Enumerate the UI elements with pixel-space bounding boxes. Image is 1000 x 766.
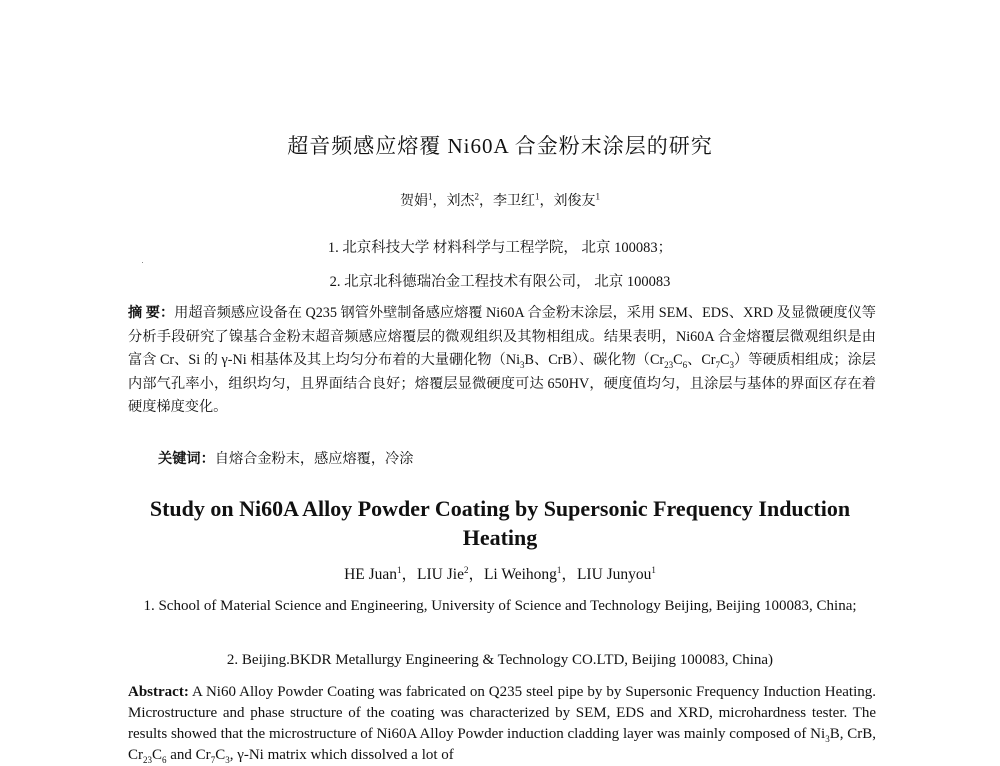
author-affiliation-mark: 2 — [474, 191, 479, 202]
english-authors — [0, 562, 1000, 584]
author-affiliation-mark: 1 — [651, 564, 656, 575]
author-separator: ， — [401, 566, 418, 583]
chinese-author: 刘俊友 — [553, 194, 596, 209]
author-affiliation-mark: 1 — [397, 564, 402, 575]
subscript: 3 — [520, 359, 525, 370]
subscript: 23 — [664, 359, 674, 370]
author-separator: ， — [432, 194, 447, 209]
author-affiliation-mark: 1 — [535, 191, 540, 202]
english-abstract — [128, 682, 876, 766]
english-author: HE Juan — [344, 566, 398, 583]
author-separator: ， — [561, 566, 577, 583]
english-abstract-label: Abstract: — [128, 684, 189, 700]
chinese-author: 李卫红 — [493, 194, 535, 209]
chinese-affiliation-1: 1. 北京科技大学 材料科学与工程学院， 北京 100083； — [327, 240, 673, 256]
abstract-text: C — [720, 352, 730, 368]
abstract-text: A Ni60 Alloy Powder Coating was fabricated on Q235 steel pipe by by Supersonic Frequency Induction Heating. Microstructure and phase structure of the coating was characterized by SEM, EDS and XRD, microhardness tester. The results showed that the microstructure of Ni60A Alloy Powder induction cladding layer was mainly composed of Ni — [128, 684, 876, 742]
chinese-author: 刘杰 — [446, 194, 475, 209]
chinese-abstract — [128, 302, 876, 420]
english-author: Li Weihong — [483, 566, 557, 583]
author-affiliation-mark: 1 — [556, 564, 562, 575]
chinese-authors — [0, 190, 1000, 210]
author-affiliation-mark: 2 — [463, 564, 469, 575]
author-affiliation-mark: 1 — [428, 191, 433, 202]
chinese-keywords — [158, 448, 413, 468]
abstract-text: , γ-Ni matrix which dissolved a lot of — [229, 747, 454, 763]
subscript: 6 — [682, 359, 688, 370]
abstract-text: C — [673, 352, 683, 368]
abstract-text: and Cr — [166, 747, 211, 763]
keywords-label: 关键词： — [158, 451, 215, 467]
author-separator: ， — [468, 566, 484, 583]
english-author: LIU Jie — [417, 566, 464, 583]
abstract-text: C — [215, 747, 226, 763]
chinese-abstract-label: 摘 要： — [128, 305, 175, 321]
subscript: 7 — [210, 755, 216, 765]
author-separator: ， — [479, 194, 493, 209]
author-affiliation-mark: 1 — [595, 191, 600, 202]
subscript: 7 — [715, 359, 721, 370]
english-affiliation-2: 2. Beijing.BKDR Metallurgy Engineering & Technology CO.LTD, Beijing 100083, China) — [226, 652, 774, 668]
subscript: 23 — [143, 755, 152, 765]
abstract-text: ）等硬质相组成；涂层内部气孔率小，组织均匀，且界面结合良好；熔覆层显微硬度可达 650HV，硬度值均匀，且涂层与基体的界面区存在着硬度梯度变化。 — [128, 352, 876, 415]
abstract-text: C — [152, 747, 163, 763]
subscript: 3 — [729, 359, 734, 370]
english-author: LIU Junyou — [576, 566, 652, 583]
scan-speck — [142, 262, 143, 263]
subscript: 3 — [225, 755, 230, 765]
chinese-author: 贺娟 — [400, 194, 428, 209]
subscript: 3 — [825, 734, 830, 744]
abstract-text: B, CrB, Cr — [128, 726, 876, 763]
abstract-text: 用超音频感应设备在 Q235 钢管外壁制备感应熔覆 Ni60A 合金粉末涂层，采用 SEM、EDS、XRD 及显微硬度仪等分析手段研究了镍基合金粉末超音频感应熔覆层的微观组织及其物相组成。结果表明，Ni60A 合金熔覆层微观组织是由富含 Cr、Si 的 γ-Ni 相基体及其上均匀分布着的大量硼化物（Ni — [128, 305, 876, 368]
author-separator: ， — [539, 194, 554, 209]
abstract-text: B、CrB）、碳化物（Cr — [524, 352, 665, 368]
abstract-text: 、Cr — [687, 352, 716, 368]
chinese-title: 超音频感应熔覆 Ni60A 合金粉末涂层的研究 — [287, 134, 713, 158]
keywords-text: 自熔合金粉末，感应熔覆，冷涂 — [214, 451, 414, 467]
subscript: 6 — [162, 755, 167, 765]
chinese-affiliation-2: 2. 北京北科德瑞冶金工程技术有限公司， 北京 100083 — [329, 274, 671, 290]
english-title: Study on Ni60A Alloy Powder Coating by Supersonic Frequency Induction Heating — [149, 496, 851, 550]
english-affiliation-1: 1. School of Material Science and Engineering, University of Science and Technology Beijing, Beijing 100083, China; — [143, 598, 857, 614]
